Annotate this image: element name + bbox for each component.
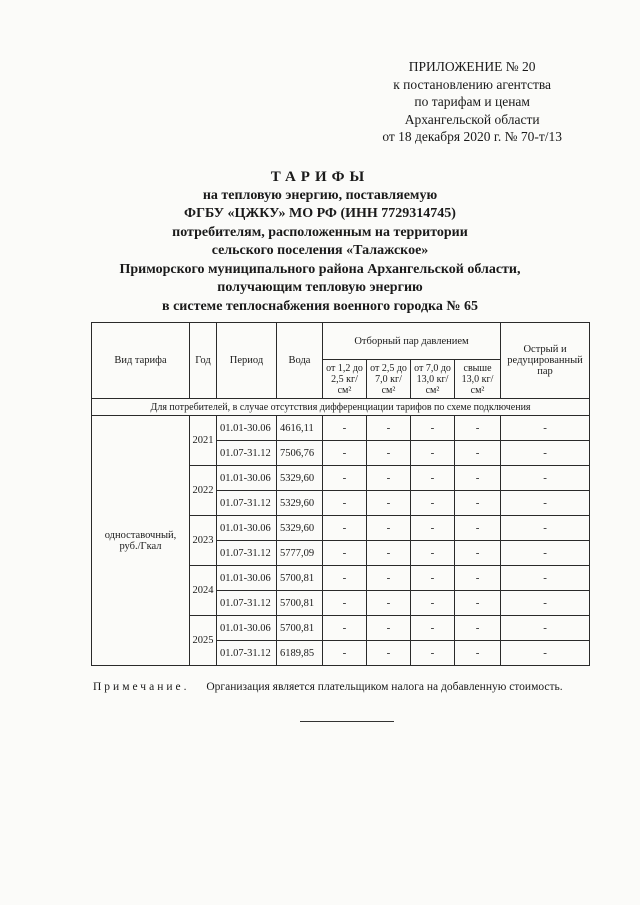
empty-value-cell: -: [367, 516, 411, 541]
empty-value-cell: -: [367, 441, 411, 466]
appendix-line: к постановлению агентства: [393, 76, 552, 92]
empty-value-cell: -: [501, 466, 590, 491]
title-line: Приморского муниципального района Архангельской области,: [119, 261, 521, 277]
title-line: ФГБУ «ЦЖКУ» МО РФ (ИНН 7729314745): [184, 206, 456, 221]
empty-value-cell: -: [367, 616, 411, 641]
year-cell: 2022: [190, 466, 217, 516]
empty-value-cell: -: [455, 641, 501, 666]
appendix-line: Архангельской области: [404, 111, 540, 127]
empty-value-cell: -: [367, 491, 411, 516]
empty-value-cell: -: [455, 591, 501, 616]
title-line: потребителям, расположенным на территории: [172, 224, 468, 240]
empty-value-cell: -: [501, 516, 590, 541]
header-steam-group: Отборный пар давлением: [323, 323, 501, 360]
period-cell: 01.07-31.12: [217, 441, 277, 466]
year-cell: 2025: [190, 616, 217, 666]
empty-value-cell: -: [323, 491, 367, 516]
title-line: в системе теплоснабжения военного городка № 65: [162, 298, 478, 314]
empty-value-cell: -: [367, 641, 411, 666]
empty-value-cell: -: [455, 516, 501, 541]
note-text: Организация является плательщиком налога на добавленную стоимость.: [206, 681, 563, 693]
empty-value-cell: -: [411, 466, 455, 491]
note: [93, 681, 563, 693]
tariff-type-cell: одноставочный, руб./Гкал: [92, 416, 190, 666]
water-value-cell: 5329,60: [277, 491, 323, 516]
title-line: на тепловую энергию, поставляемую: [202, 187, 438, 203]
empty-value-cell: -: [501, 541, 590, 566]
table-row: [92, 416, 590, 441]
empty-value-cell: -: [411, 591, 455, 616]
empty-value-cell: -: [411, 641, 455, 666]
empty-value-cell: -: [411, 516, 455, 541]
empty-value-cell: -: [501, 616, 590, 641]
year-cell: 2024: [190, 566, 217, 616]
water-value-cell: 5700,81: [277, 591, 323, 616]
header-steam-col: свыше 13,0 кг/см²: [455, 360, 501, 399]
empty-value-cell: -: [501, 641, 590, 666]
empty-value-cell: -: [455, 416, 501, 441]
period-cell: 01.01-30.06: [217, 466, 277, 491]
header-steam-col: от 2,5 до 7,0 кг/см²: [367, 360, 411, 399]
empty-value-cell: -: [323, 416, 367, 441]
empty-value-cell: -: [455, 616, 501, 641]
note-label: Примечание.: [93, 681, 190, 693]
period-cell: 01.01-30.06: [217, 516, 277, 541]
header-water: Вода: [277, 323, 323, 399]
appendix-line: по тарифам и ценам: [414, 94, 530, 109]
period-cell: 01.01-30.06: [217, 416, 277, 441]
water-value-cell: 5329,60: [277, 516, 323, 541]
header-steam-col: от 7,0 до 13,0 кг/см²: [411, 360, 455, 399]
header-year: Год: [190, 323, 217, 399]
section-row: Для потребителей, в случае отсутствия дифференциации тарифов по схеме подключения: [92, 399, 590, 416]
header-steam-col: от 1,2 до 2,5 кг/см²: [323, 360, 367, 399]
year-cell: 2021: [190, 416, 217, 466]
title-line: получающим тепловую энергию: [217, 280, 423, 295]
empty-value-cell: -: [455, 466, 501, 491]
empty-value-cell: -: [455, 566, 501, 591]
period-cell: 01.07-31.12: [217, 541, 277, 566]
empty-value-cell: -: [323, 566, 367, 591]
signature-line: [300, 721, 394, 722]
empty-value-cell: -: [501, 416, 590, 441]
appendix-line: от 18 декабря 2020 г. № 70-т/13: [382, 129, 562, 144]
water-value-cell: 7506,76: [277, 441, 323, 466]
water-value-cell: 5777,09: [277, 541, 323, 566]
empty-value-cell: -: [411, 491, 455, 516]
empty-value-cell: -: [323, 616, 367, 641]
empty-value-cell: -: [323, 541, 367, 566]
water-value-cell: 5329,60: [277, 466, 323, 491]
empty-value-cell: -: [323, 516, 367, 541]
appendix-line: ПРИЛОЖЕНИЕ № 20: [408, 59, 536, 74]
empty-value-cell: -: [367, 566, 411, 591]
title-line: сельского поселения «Талажское»: [211, 243, 429, 258]
empty-value-cell: -: [367, 466, 411, 491]
header-tariff-type: Вид тарифа: [92, 323, 190, 399]
empty-value-cell: -: [323, 641, 367, 666]
period-cell: 01.07-31.12: [217, 641, 277, 666]
empty-value-cell: -: [455, 541, 501, 566]
empty-value-cell: -: [411, 441, 455, 466]
empty-value-cell: -: [501, 491, 590, 516]
empty-value-cell: -: [455, 491, 501, 516]
empty-value-cell: -: [501, 566, 590, 591]
water-value-cell: 6189,85: [277, 641, 323, 666]
header-sharp-steam: Острый и редуцированный пар: [501, 323, 590, 399]
empty-value-cell: -: [411, 616, 455, 641]
title-main: ТАРИФЫ: [270, 169, 370, 185]
empty-value-cell: -: [323, 441, 367, 466]
water-value-cell: 5700,81: [277, 566, 323, 591]
period-cell: 01.01-30.06: [217, 566, 277, 591]
empty-value-cell: -: [367, 416, 411, 441]
document-title: [0, 168, 640, 316]
period-cell: 01.07-31.12: [217, 591, 277, 616]
period-cell: 01.07-31.12: [217, 491, 277, 516]
empty-value-cell: -: [411, 566, 455, 591]
empty-value-cell: -: [367, 541, 411, 566]
empty-value-cell: -: [455, 441, 501, 466]
empty-value-cell: -: [411, 416, 455, 441]
water-value-cell: 4616,11: [277, 416, 323, 441]
tariff-table: [91, 322, 590, 666]
empty-value-cell: -: [501, 591, 590, 616]
header-period: Период: [217, 323, 277, 399]
empty-value-cell: -: [411, 541, 455, 566]
year-cell: 2023: [190, 516, 217, 566]
water-value-cell: 5700,81: [277, 616, 323, 641]
appendix-block: [382, 58, 562, 146]
empty-value-cell: -: [501, 441, 590, 466]
period-cell: 01.01-30.06: [217, 616, 277, 641]
empty-value-cell: -: [323, 591, 367, 616]
empty-value-cell: -: [367, 591, 411, 616]
empty-value-cell: -: [323, 466, 367, 491]
